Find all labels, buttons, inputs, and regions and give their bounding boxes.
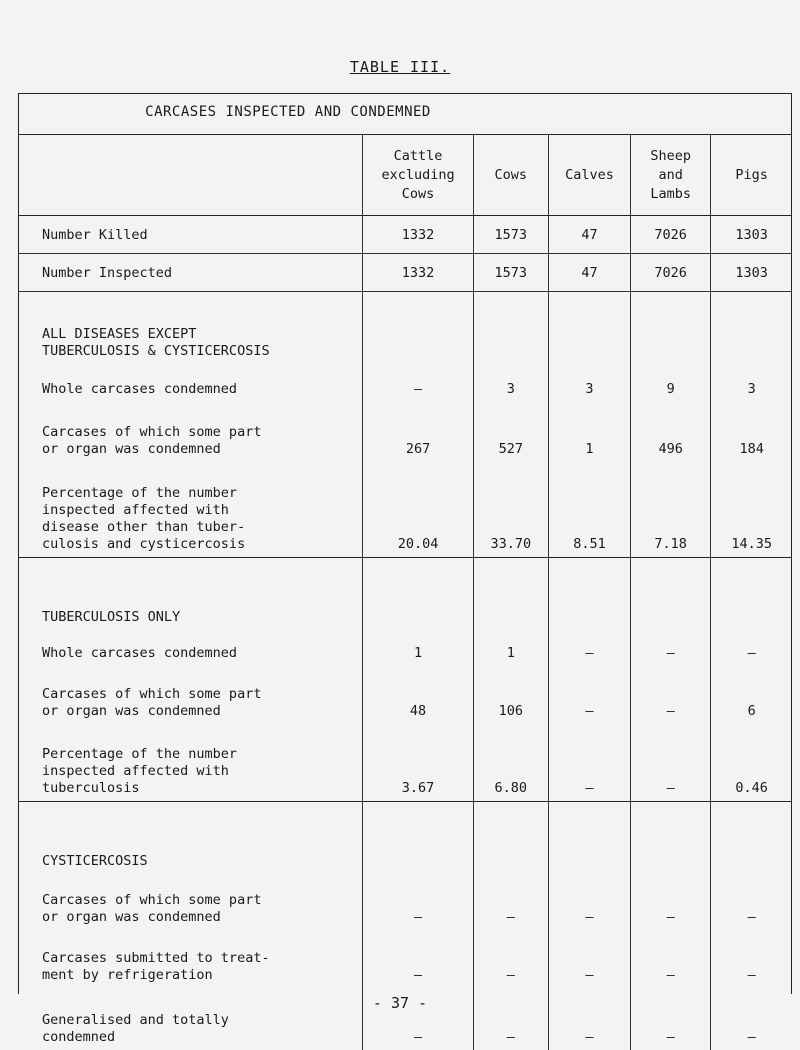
table-cell: – (631, 628, 711, 666)
table-cell: – (631, 988, 711, 1050)
table-cell: – (548, 930, 630, 988)
row-label-line: Whole carcases condemned (42, 381, 238, 397)
table-cell (711, 292, 792, 363)
table-cell: 7.18 (631, 462, 711, 558)
table-row (18, 628, 792, 666)
row-label-line: disease other than tuber- (42, 519, 246, 535)
row-label-line: condemned (42, 1029, 116, 1045)
row-label (18, 402, 363, 462)
table-row (18, 362, 792, 402)
row-label (18, 930, 363, 988)
section-heading (18, 292, 363, 363)
table-cell: – (363, 362, 473, 402)
table-cell: 9 (631, 362, 711, 402)
row-label-line: or organ was condemned (42, 703, 221, 719)
table-cell (711, 802, 792, 873)
table-cell: 33.70 (473, 462, 548, 558)
table-cell: 47 (548, 254, 630, 292)
row-label-line: or organ was condemned (42, 441, 221, 457)
table-row (18, 930, 792, 988)
table-cell: – (711, 872, 792, 930)
section-heading-row (18, 292, 792, 363)
header-cows: Cows (473, 135, 548, 216)
section-heading-row (18, 558, 792, 629)
header-calves: Calves (548, 135, 630, 216)
table-cell: 6.80 (473, 724, 548, 802)
table-cell: – (363, 872, 473, 930)
number-killed-row (18, 216, 792, 254)
table-cell: – (548, 988, 630, 1050)
row-label-line: culosis and cysticercosis (42, 536, 246, 552)
row-label-line: Carcases submitted to treat- (42, 950, 270, 966)
row-label (18, 462, 363, 558)
table-cell: 1303 (711, 216, 792, 254)
table-cell: 3 (473, 362, 548, 402)
table-cell: 496 (631, 402, 711, 462)
table-cell: – (363, 988, 473, 1050)
table-cell: 3 (711, 362, 792, 402)
table-cell: 47 (548, 216, 630, 254)
table-cell: 1303 (711, 254, 792, 292)
table-cell: 184 (711, 402, 792, 462)
table-cell: 20.04 (363, 462, 473, 558)
table-cell: – (711, 930, 792, 988)
table-cell (631, 558, 711, 629)
table-cell: 1573 (473, 216, 548, 254)
row-label-line: Percentage of the number (42, 485, 238, 501)
row-label (18, 666, 363, 724)
table-cell: 7026 (631, 254, 711, 292)
table-cell: – (473, 872, 548, 930)
table-cell: – (631, 872, 711, 930)
table-cell: 1332 (363, 254, 473, 292)
table-cell: – (473, 988, 548, 1050)
header-cattle: Cattle excluding Cows (363, 135, 473, 216)
table-cell: 527 (473, 402, 548, 462)
table-cell: – (548, 666, 630, 724)
table-cell: 8.51 (548, 462, 630, 558)
table-cell: 1 (363, 628, 473, 666)
page-number: - 37 - (372, 994, 428, 1012)
header-blank (18, 135, 363, 216)
header-row (18, 135, 792, 216)
section-heading (18, 558, 363, 629)
row-label (18, 362, 363, 402)
row-label (18, 724, 363, 802)
number-inspected-row (18, 254, 792, 292)
row-label-line: inspected affected with (42, 502, 229, 518)
table-cell: 267 (363, 402, 473, 462)
table-cell: 48 (363, 666, 473, 724)
row-label-line: inspected affected with (42, 763, 229, 779)
table-cell: 6 (711, 666, 792, 724)
table-row (18, 402, 792, 462)
row-label-line: tuberculosis (42, 780, 140, 796)
table-cell: 1 (548, 402, 630, 462)
table-cell (548, 802, 630, 873)
table-cell: 3.67 (363, 724, 473, 802)
header-pigs: Pigs (711, 135, 792, 216)
header-sheep: Sheep and Lambs (631, 135, 711, 216)
section-heading-text: ALL DISEASES EXCEPT (42, 326, 197, 342)
table-cell (711, 558, 792, 629)
row-label-line: Carcases of which some part (42, 892, 262, 908)
table-cell: – (711, 988, 792, 1050)
table-cell (473, 802, 548, 873)
table-cell: 7026 (631, 216, 711, 254)
table-row (18, 666, 792, 724)
row-label: Number Inspected (42, 264, 173, 281)
table-cell: – (548, 628, 630, 666)
table-cell: – (548, 724, 630, 802)
table-row (18, 872, 792, 930)
table-cell: – (711, 628, 792, 666)
table-cell: 3 (548, 362, 630, 402)
row-label: Number Killed (42, 226, 148, 243)
section-heading-text: TUBERCULOSIS & CYSTICERCOSIS (42, 343, 270, 359)
row-label-line: Carcases of which some part (42, 686, 262, 702)
table-row (18, 724, 792, 802)
table-cell (363, 802, 473, 873)
row-label-line: Percentage of the number (42, 746, 238, 762)
table-cell: – (548, 872, 630, 930)
table-cell: 1573 (473, 254, 548, 292)
table-cell: – (363, 930, 473, 988)
table-cell: 1 (473, 628, 548, 666)
table-cell: 106 (473, 666, 548, 724)
table-cell (363, 292, 473, 363)
row-label-line: ment by refrigeration (42, 967, 213, 983)
row-label-line: Generalised and totally (42, 1012, 229, 1028)
table-cell (548, 292, 630, 363)
row-label (18, 872, 363, 930)
row-label-line: Carcases of which some part (42, 424, 262, 440)
table-caption: CARCASES INSPECTED AND CONDEMNED (145, 104, 431, 120)
table-cell: – (473, 930, 548, 988)
table-cell: – (631, 724, 711, 802)
table-cell: 0.46 (711, 724, 792, 802)
table-cell: 1332 (363, 216, 473, 254)
table-cell (548, 558, 630, 629)
table-cell: – (631, 666, 711, 724)
section-heading (18, 802, 363, 873)
section-heading-text: TUBERCULOSIS ONLY (42, 609, 181, 625)
table-cell (631, 802, 711, 873)
table-cell: 14.35 (711, 462, 792, 558)
row-label-line: or organ was condemned (42, 909, 221, 925)
table-cell (473, 292, 548, 363)
section-heading-row (18, 802, 792, 873)
table-title: TABLE III. (349, 58, 451, 76)
table-cell: – (631, 930, 711, 988)
table-cell (631, 292, 711, 363)
row-label-line: Whole carcases condemned (42, 645, 238, 661)
table-row (18, 462, 792, 558)
section-heading-text: CYSTICERCOSIS (42, 853, 148, 869)
row-label (18, 628, 363, 666)
carcases-table (18, 134, 792, 1050)
table-cell (473, 558, 548, 629)
table-cell (363, 558, 473, 629)
